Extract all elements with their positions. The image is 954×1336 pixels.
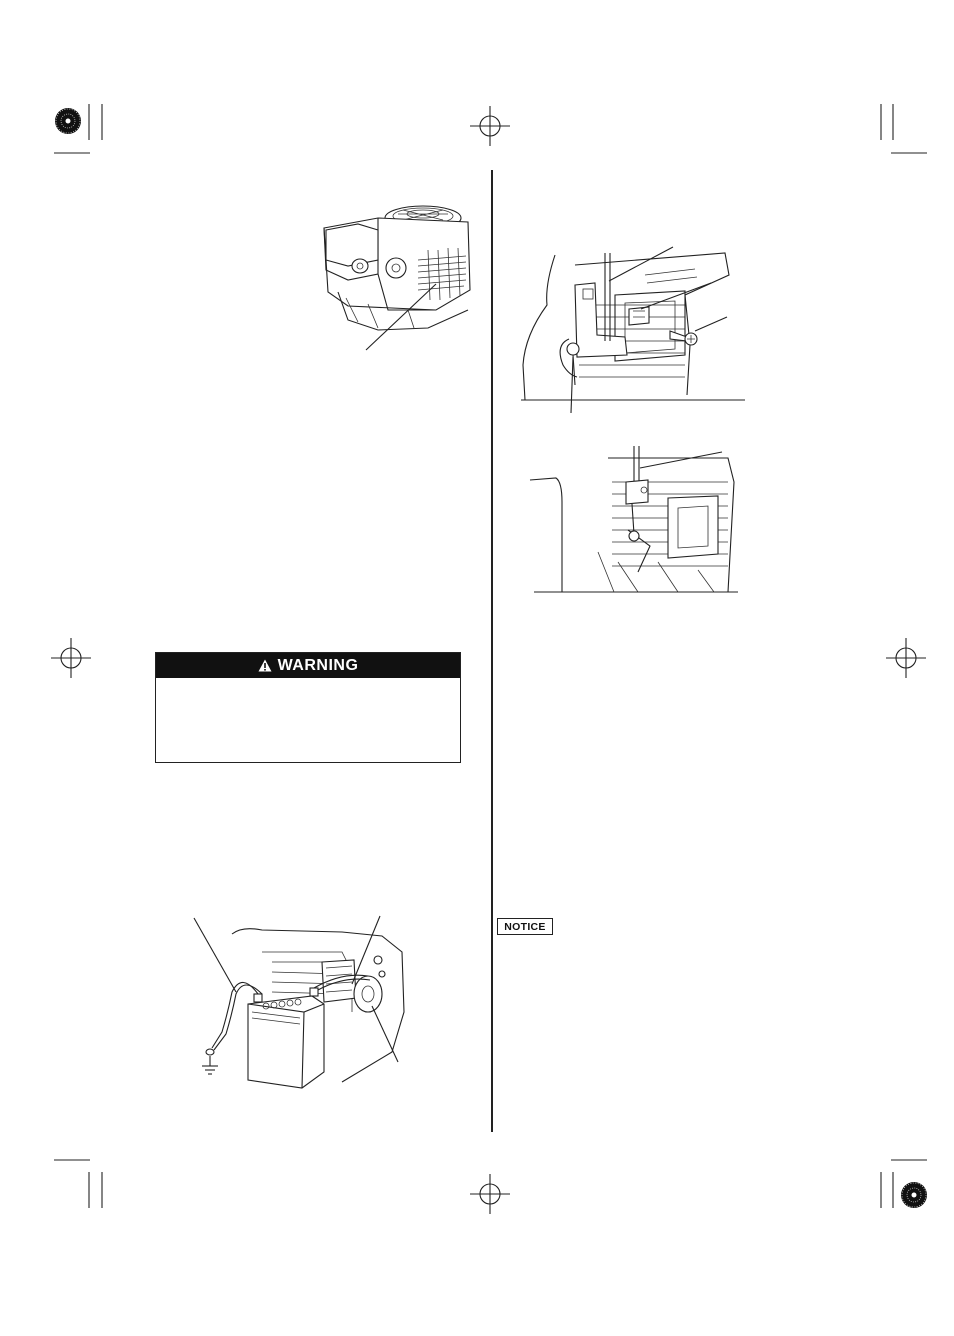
starburst-mark-top-left — [53, 106, 83, 136]
starburst-mark-bottom-right — [899, 1180, 929, 1210]
warning-label: WARNING — [277, 656, 359, 674]
registration-target-right-middle — [886, 638, 926, 678]
warning-triangle-icon — [258, 659, 272, 672]
battery-connection-illustration — [192, 912, 422, 1092]
warning-box — [155, 652, 461, 763]
column-divider — [491, 170, 493, 1132]
choke-cable-bracket-illustration — [515, 245, 755, 415]
notice-label: NOTICE — [497, 918, 553, 935]
engine-illustration — [318, 200, 488, 350]
registration-target-top-center — [470, 106, 510, 146]
registration-target-bottom-center — [470, 1174, 510, 1214]
registration-target-left-middle — [51, 638, 91, 678]
warning-header — [156, 653, 460, 678]
cable-installed-illustration — [528, 442, 748, 602]
